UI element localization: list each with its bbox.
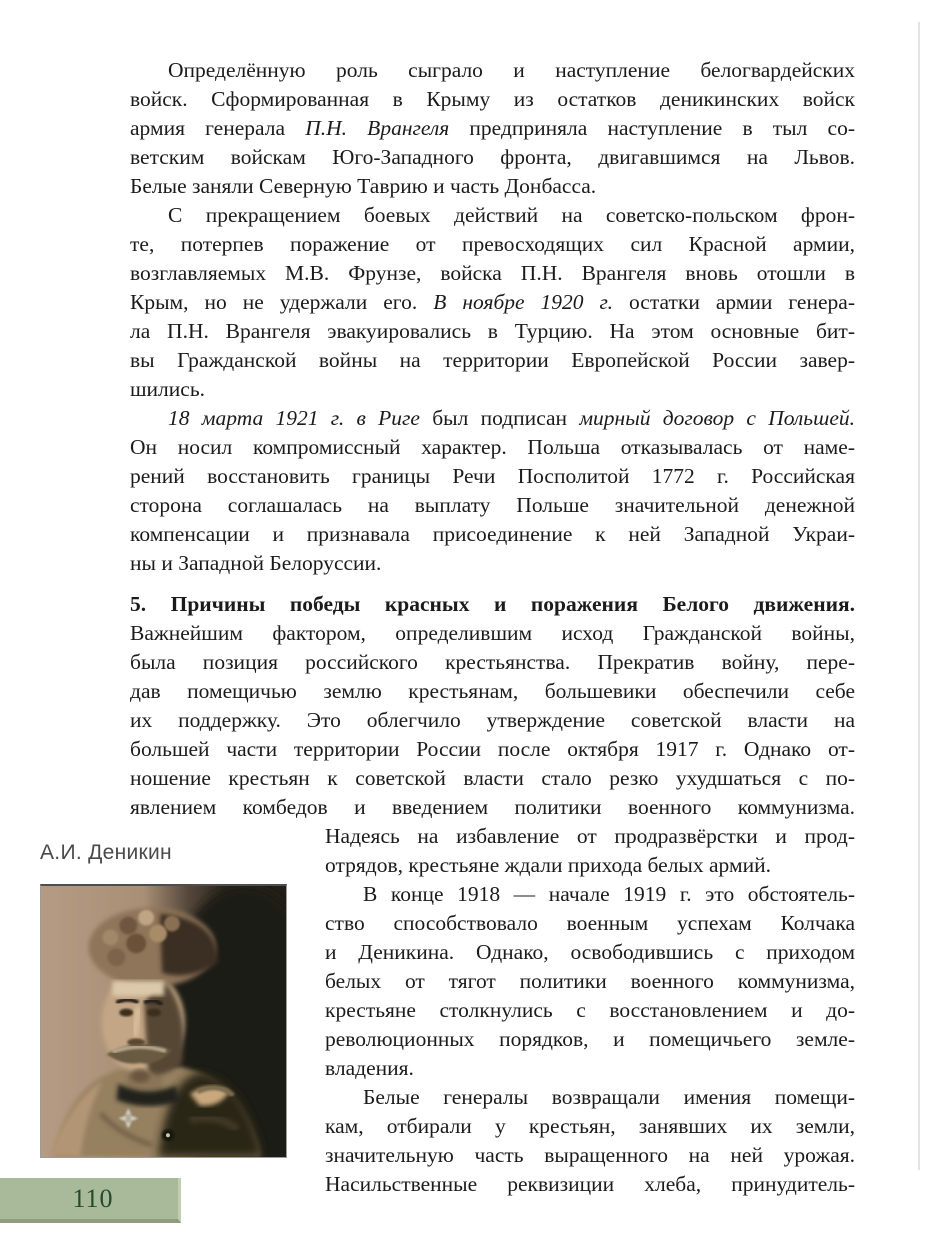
page-edge-line [918, 22, 920, 1170]
text-line: отрядов, крестьяне ждали прихода белых армий. [325, 853, 771, 877]
paragraph-p6 [325, 1083, 855, 1199]
text-line: шились. [130, 377, 206, 401]
text-line: войск. Сформированная в Крыму из остатков деникинских войск [130, 87, 855, 111]
text-line: вы Гражданской войны на территории Европейской России завер- [130, 348, 855, 372]
text-line: их поддержку. Это облегчило утверждение советской власти на [130, 708, 855, 732]
text-line: владения. [325, 1056, 414, 1080]
photo-frame [40, 884, 287, 1158]
text-line: Важнейшим фактором, определившим исход Гражданской войны, [130, 621, 855, 645]
text-line: 5. Причины победы красных и поражения Белого движения. [130, 592, 855, 616]
text-line: белых от тягот политики военного коммунизма, [325, 969, 855, 993]
text-line: крестьяне столкнулись с восстановлением и до- [325, 998, 855, 1022]
paragraph-p5 [325, 880, 855, 1083]
page-number: 110 [72, 1183, 114, 1213]
text-line: Насильственные реквизиции хлеба, принудитель- [325, 1172, 855, 1196]
text-line: 18 марта 1921 г. в Риге был подписан мирный договор с Польшей. [168, 406, 855, 430]
text-line: сторона соглашалась на выплату Польше значительной денежной [130, 493, 855, 517]
text-line: В конце 1918 — начале 1919 г. это обстоятель- [363, 882, 855, 906]
paragraph-p1 [130, 56, 855, 201]
text-line: те, потерпев поражение от превосходящих сил Красной армии, [130, 232, 855, 256]
footer-band [0, 1178, 181, 1223]
text-line: ношение крестьян к советской власти стало резко ухудшаться с по- [130, 766, 855, 790]
text-line: рений восстановить границы Речи Посполитой 1772 г. Российская [130, 464, 855, 488]
text-line: и Деникина. Однако, освободившись с приходом [325, 940, 855, 964]
portrait-photo [41, 886, 286, 1157]
text-line: Крым, но не удержали его. В ноябре 1920 г. остатки армии генера- [130, 290, 855, 314]
paragraph-p2 [130, 201, 855, 404]
text-line: армия генерала П.Н. Врангеля предприняла наступление в тыл со- [130, 116, 855, 140]
text-line: большей части территории России после октября 1917 г. Однако от- [130, 737, 855, 761]
text-line: дав помещичью землю крестьянам, большевики обеспечили себе [130, 679, 855, 703]
text-line: кам, отбирали у крестьян, занявших их земли, [325, 1114, 855, 1138]
text-line: Белые генералы возвращали имения помещи- [363, 1085, 855, 1109]
text-line: возглавляемых М.В. Фрунзе, войска П.Н. Врангеля вновь отошли в [130, 261, 855, 285]
text-line: явлением комбедов и введением политики военного коммунизма. [130, 795, 855, 819]
text-line: Надеясь на избавление от продразвёрстки и прод- [325, 824, 855, 848]
photo-caption: А.И. Деникин [40, 841, 172, 864]
text-line: Он носил компромиссный характер. Польша отказывалась от наме- [130, 435, 855, 459]
paragraph-p4 [130, 590, 855, 822]
text-line: ла П.Н. Врангеля эвакуировались в Турцию. На этом основные бит- [130, 319, 855, 343]
text-line: ны и Западной Белоруссии. [130, 551, 382, 575]
text-line: компенсации и признавала присоединение к ней Западной Украи- [130, 522, 855, 546]
text-line: ветским войскам Юго-Западного фронта, двигавшимся на Львов. [130, 145, 855, 169]
text-line: Белые заняли Северную Таврию и часть Донбасса. [130, 174, 597, 198]
text-line: революционных порядков, и помещичьего земле- [325, 1027, 855, 1051]
text-line: С прекращением боевых действий на советско-польском фрон- [168, 203, 855, 227]
paragraph-p3 [130, 404, 855, 578]
photo-figure [40, 840, 287, 1158]
text-line: была позиция российского крестьянства. Прекратив войну, пере- [130, 650, 855, 674]
paragraph-p4-continuation [325, 822, 855, 880]
text-line: ство способствовало военным успехам Колчака [325, 911, 855, 935]
text-line: значительную часть выращенного на ней урожая. [325, 1143, 855, 1167]
text-line: Определённую роль сыграло и наступление белогвардейских [168, 58, 855, 82]
